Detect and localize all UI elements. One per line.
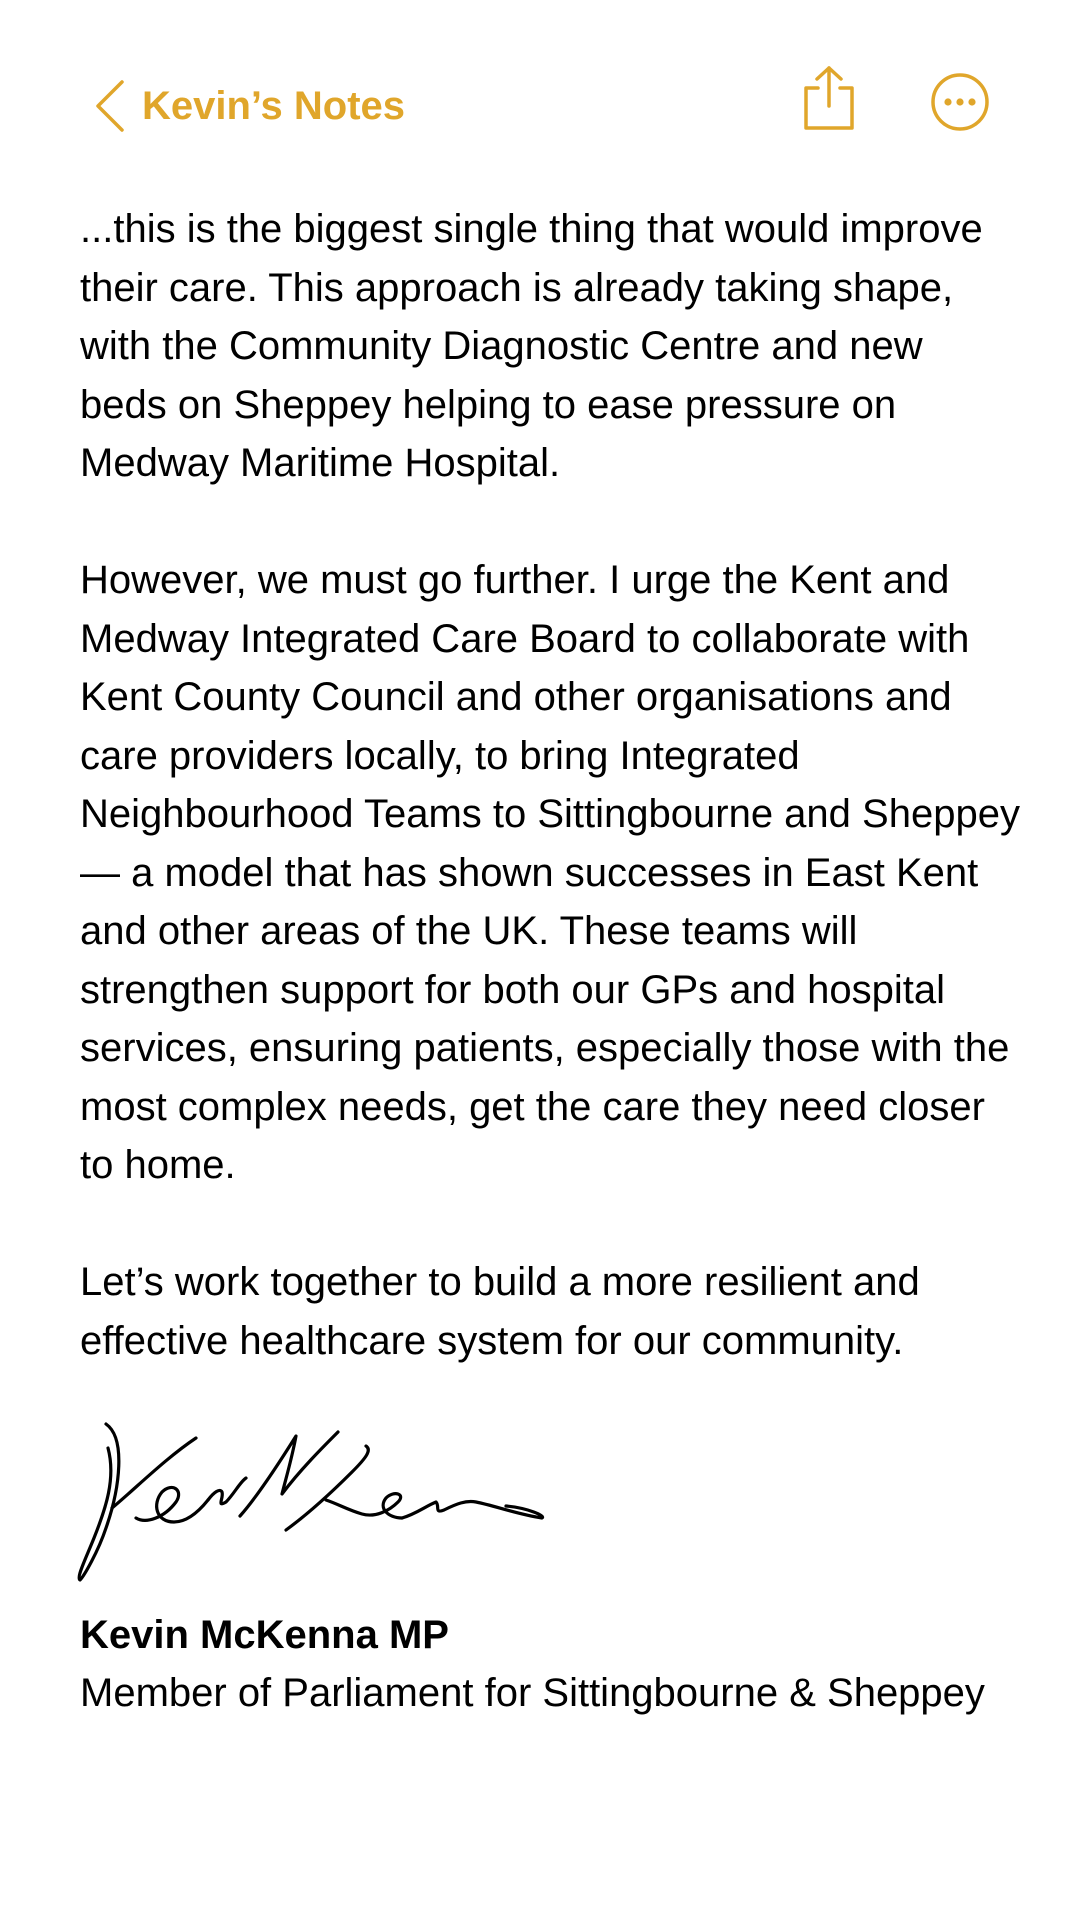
share-icon[interactable] (800, 64, 858, 132)
signatory-role: Member of Parliament for Sittingbourne & Sheppey (80, 1671, 985, 1715)
ellipsis-circle-icon[interactable] (930, 72, 990, 132)
chevron-left-icon (92, 76, 128, 136)
handwritten-signature (76, 1418, 546, 1582)
note-paragraph-1: ...this is the biggest single thing that would improve their care. This approach is already taking shape, with the Community Diagnostic Centre and new beds on Sheppey helping to ease pressure on Medway Maritime Hospital. (80, 207, 983, 485)
signatory-name: Kevin McKenna MP (80, 1613, 449, 1657)
note-body[interactable] (80, 200, 1020, 1429)
note-paragraph-2: However, we must go further. I urge the Kent and Medway Integrated Care Board to collaborate with Kent County Council and other organisations and care providers locally, to bring Integrated Neighbourhood Teams to Sittingbourne and Sheppey — a model that has shown successes in East Kent and other areas of the UK. These teams will strengthen support for both our GPs and hospital services, ensuring patients, especially those with the most complex needs, get the care they need closer to home. (80, 558, 1020, 1187)
note-paragraph-3: Let’s work together to build a more resilient and effective healthcare system for our community. (80, 1260, 920, 1363)
navigation-bar (0, 0, 1080, 170)
back-button-label: Kevin’s Notes (142, 84, 406, 128)
back-button[interactable] (92, 76, 405, 136)
